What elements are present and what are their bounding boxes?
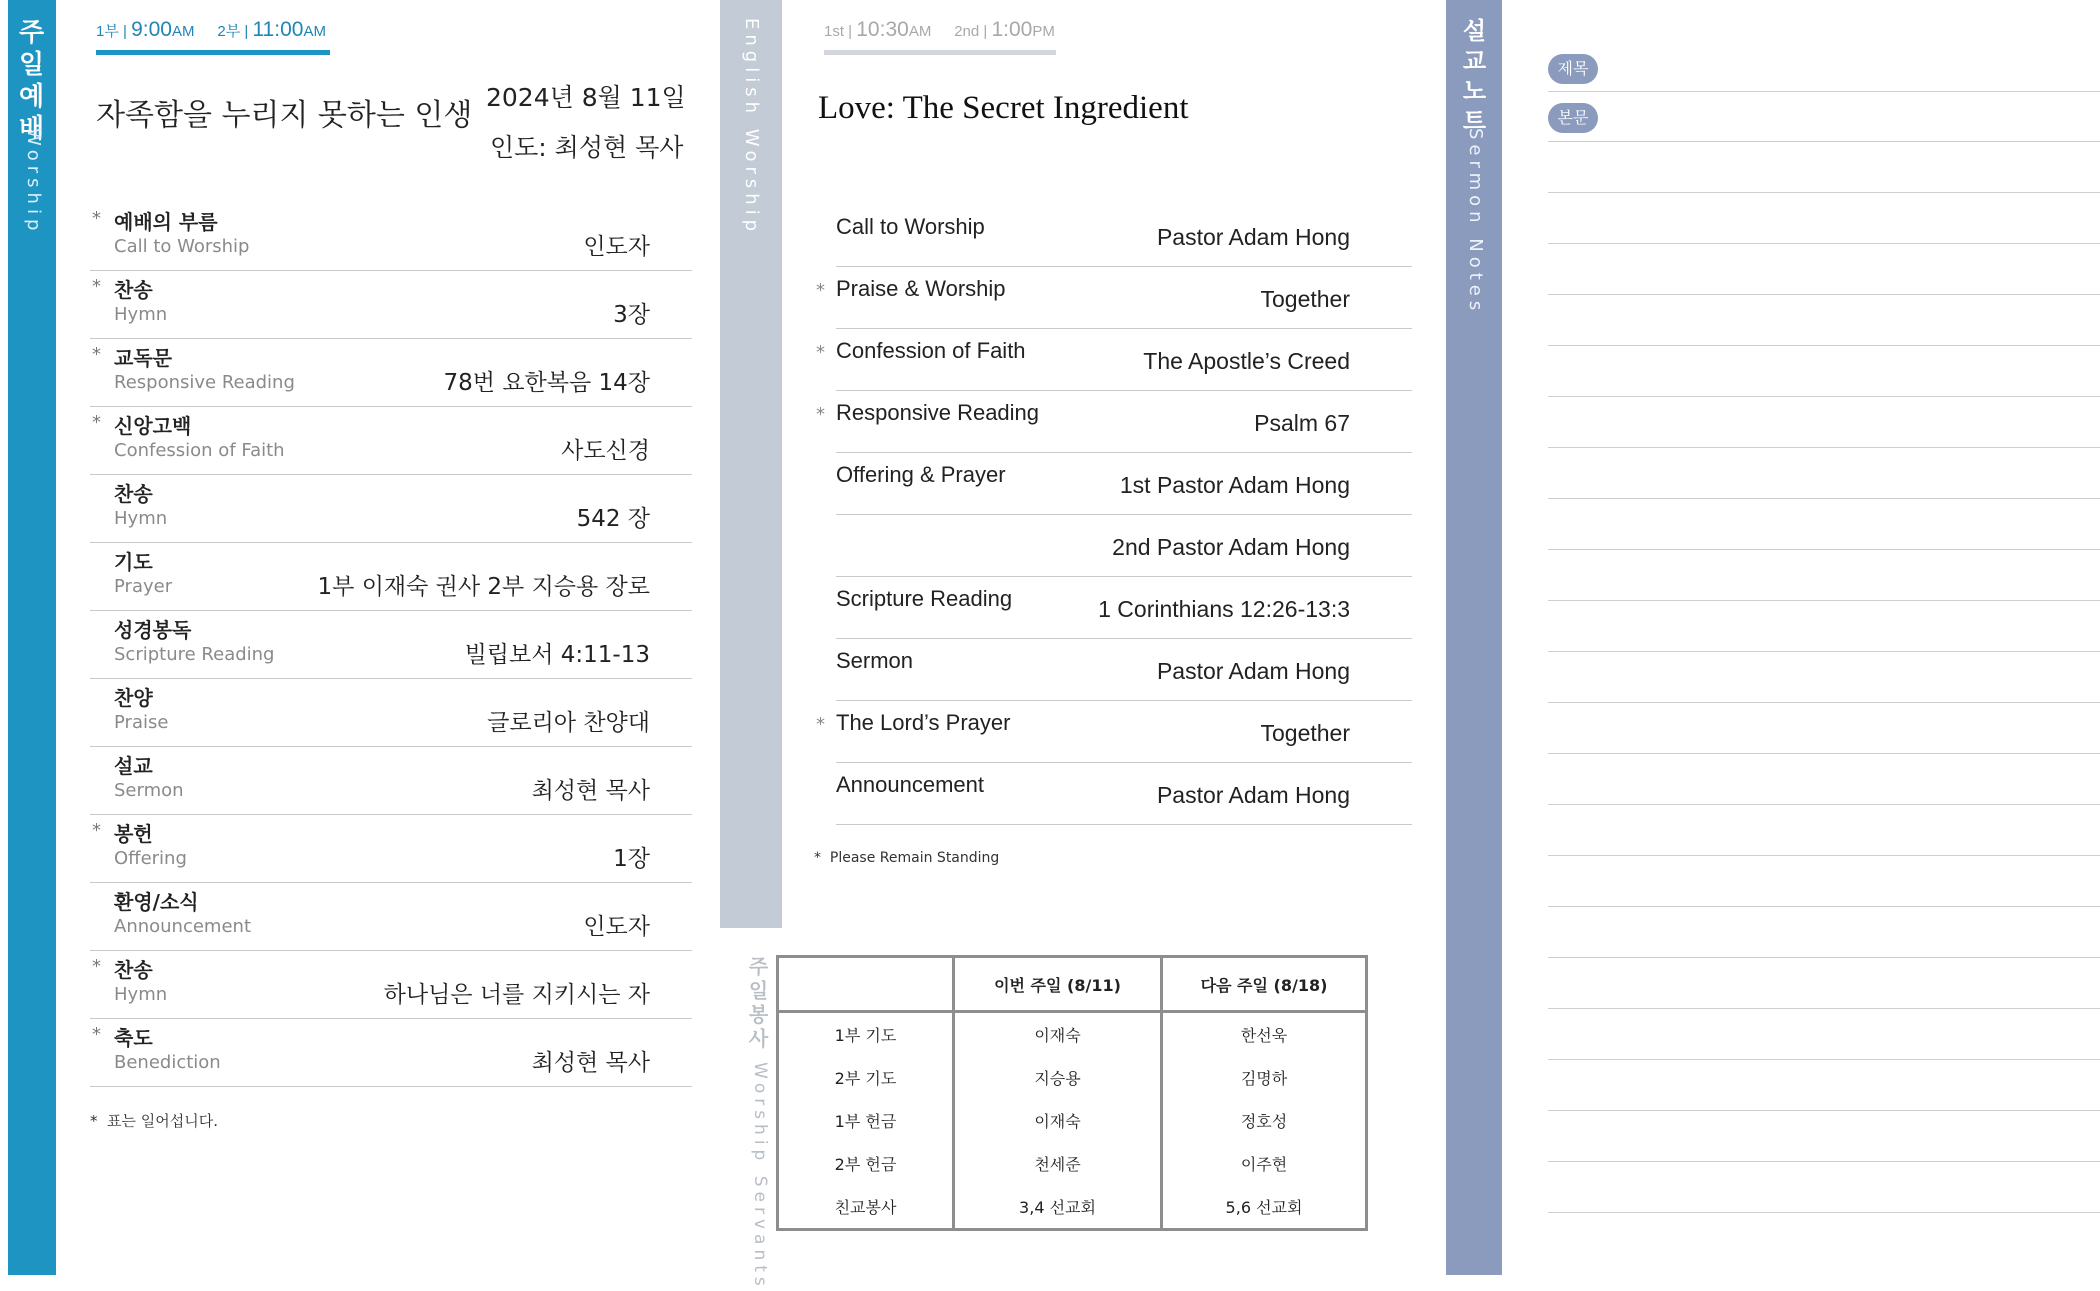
note-line [1548, 498, 2100, 499]
item-en: Prayer [114, 576, 173, 597]
item-value: 최성현 목사 [531, 1050, 650, 1076]
worship-item: * 찬송 Hymn 하나님은 너를 지키시는 자 [90, 950, 692, 1019]
table-row: 1부 헌금 이재숙 정호성 [778, 1099, 1367, 1142]
item-en: Hymn [114, 304, 168, 325]
item-name: Praise & Worship [836, 276, 1006, 301]
service-1-time: 10:30 [856, 18, 909, 41]
english-footnote: * Please Remain Standing [814, 850, 1000, 866]
worship-item [836, 206, 1412, 267]
item-name: The Lord’s Prayer [836, 710, 1011, 735]
korean-sermon-title: 자족함을 누리지 못하는 인생 [96, 98, 473, 133]
note-line [1548, 1059, 2100, 1060]
worship-item: * Confession of Faith The Apostle’s Creed [836, 330, 1412, 391]
notes-title-label: 제목 [1548, 54, 1598, 84]
item-value: 글로리아 찬양대 [487, 710, 650, 736]
item-name: Offering & Prayer [836, 462, 1006, 487]
item-ko: 설교 [114, 754, 153, 778]
service-1-label: 1st [824, 23, 845, 40]
note-line [1548, 702, 2100, 703]
servants-table [776, 955, 1368, 1231]
note-line [1548, 1008, 2100, 1009]
item-value: 최성현 목사 [531, 778, 650, 804]
notes-band-subtitle: Sermon Notes [1465, 128, 1486, 316]
item-value: Together [1260, 286, 1350, 312]
item-value: 인도자 [583, 234, 650, 260]
item-ko: 환영/소식 [114, 890, 199, 914]
worship-item [90, 882, 692, 951]
worship-item [90, 678, 692, 747]
worship-item [90, 610, 692, 679]
item-en: Benediction [114, 1052, 221, 1073]
item-value: Pastor Adam Hong [1156, 658, 1350, 684]
note-line [1548, 855, 2100, 856]
note-line [1548, 192, 2100, 193]
worship-item [836, 640, 1412, 701]
item-value: Psalm 67 [1254, 410, 1350, 436]
item-name: Announcement [836, 772, 984, 797]
item-value: 542 장 [576, 506, 650, 532]
item-en: Scripture Reading [114, 644, 275, 665]
times-underline [96, 50, 330, 55]
note-line [1548, 906, 2100, 907]
worship-item: * 봉헌 Offering 1장 [90, 814, 692, 883]
service-2-label: 2부 [217, 23, 241, 40]
service-2-time: 11:00 [252, 18, 304, 41]
worship-item: * 교독문 Responsive Reading 78번 요한복음 14장 [90, 338, 692, 407]
note-line [1548, 1212, 2100, 1213]
servants-label-ko: 주일봉사 [745, 956, 769, 1052]
english-service-times: 1st | 10:30AM 2nd | 1:00PM [824, 18, 1055, 41]
item-name: Sermon [836, 648, 914, 673]
worship-item: * 예배의 부름 Call to Worship 인도자 [90, 202, 692, 271]
item-ko: 기도 [114, 550, 153, 574]
note-line [1548, 294, 2100, 295]
item-value: 1 Corinthians 12:26-13:3 [1098, 596, 1350, 622]
korean-worship-band [8, 0, 56, 1275]
item-en: Praise [114, 712, 169, 733]
korean-service-times: 1부 | 9:00AM 2부 | 11:00AM [96, 18, 326, 41]
table-row: 친교봉사 3,4 선교회 5,6 선교회 [778, 1185, 1367, 1230]
item-en: Hymn [114, 984, 168, 1005]
item-value: Pastor Adam Hong [1156, 782, 1350, 808]
item-value: 사도신경 [561, 438, 650, 464]
note-line [1548, 141, 2100, 142]
item-value: 빌립보서 4:11-13 [464, 642, 650, 668]
item-value: 인도자 [583, 914, 650, 940]
note-line [1548, 549, 2100, 550]
item-value: 2nd Pastor Adam Hong [1112, 534, 1350, 560]
worship-item: * Praise & Worship Together [836, 268, 1412, 329]
item-ko: 찬송 [114, 482, 153, 506]
item-name: Confession of Faith [836, 338, 1026, 363]
table-row: 2부 기도 지승용 김명하 [778, 1056, 1367, 1099]
item-value: 1st Pastor Adam Hong [1119, 472, 1350, 498]
table-header: 이번 주일 (8/11) [954, 957, 1162, 1012]
korean-band-subtitle: Worship [23, 128, 44, 236]
item-ko: 신앙고백 [114, 414, 192, 438]
note-line [1548, 957, 2100, 958]
worship-item [836, 764, 1412, 825]
item-value: 하나님은 너를 지키시는 자 [383, 982, 650, 1008]
worship-item [90, 746, 692, 815]
worship-item: * 찬송 Hymn 3장 [90, 270, 692, 339]
english-band-title: English Worship [741, 18, 762, 237]
sermon-notes-band [1446, 0, 1502, 1275]
note-line [1548, 753, 2100, 754]
note-line [1548, 1110, 2100, 1111]
item-en: Confession of Faith [114, 440, 285, 461]
item-name: Call to Worship [836, 214, 985, 239]
times-underline [824, 50, 1056, 55]
note-line [1548, 91, 2100, 92]
korean-footnote: * 표는 일어섭니다. [90, 1112, 219, 1130]
note-line [1548, 243, 2100, 244]
table-header [778, 957, 954, 1012]
item-ko: 찬양 [114, 686, 153, 710]
worship-item: * 신앙고백 Confession of Faith 사도신경 [90, 406, 692, 475]
note-line [1548, 396, 2100, 397]
servants-label-en: Worship Servants [750, 1062, 770, 1291]
korean-band-title: 주일예배 [14, 18, 44, 146]
note-line [1548, 345, 2100, 346]
notes-band-title: 설교노트 [1458, 18, 1486, 138]
notes-text-label: 본문 [1548, 103, 1598, 133]
item-en: Responsive Reading [114, 372, 295, 393]
worship-item [836, 454, 1412, 515]
item-value: 1장 [613, 846, 650, 872]
item-en: Hymn [114, 508, 168, 529]
item-en: Offering [114, 848, 187, 869]
item-ko: 성경봉독 [114, 618, 192, 642]
item-ko: 찬송 [114, 958, 153, 982]
item-value: Pastor Adam Hong [1156, 224, 1350, 250]
item-en: Sermon [114, 780, 184, 801]
table-header: 다음 주일 (8/18) [1162, 957, 1367, 1012]
item-ko: 봉헌 [114, 822, 153, 846]
table-row: 1부 기도 이재숙 한선욱 [778, 1012, 1367, 1057]
table-row: 2부 헌금 천세준 이주현 [778, 1142, 1367, 1185]
note-line [1548, 600, 2100, 601]
item-ko: 교독문 [114, 346, 172, 370]
item-name: Responsive Reading [836, 400, 1040, 425]
worship-item [90, 542, 692, 611]
worship-item [836, 516, 1412, 577]
english-worship-band [720, 0, 782, 928]
service-leader: 인도: 최성현 목사 [490, 133, 684, 162]
item-en: Announcement [114, 916, 252, 937]
item-value: 1부 이재숙 권사 2부 지승용 장로 [317, 574, 650, 600]
note-line [1548, 804, 2100, 805]
service-1-label: 1부 [96, 23, 119, 40]
item-name: Scripture Reading [836, 586, 1013, 611]
table-header-row [778, 957, 1367, 1012]
worship-item: * 축도 Benediction 최성현 목사 [90, 1018, 692, 1087]
worship-item: * The Lord’s Prayer Together [836, 702, 1412, 763]
note-line [1548, 1161, 2100, 1162]
note-line [1548, 651, 2100, 652]
english-sermon-title: Love: The Secret Ingredient [818, 90, 1189, 126]
service-2-label: 2nd [954, 23, 980, 40]
item-ko: 축도 [114, 1026, 153, 1050]
item-value: 3장 [613, 302, 650, 328]
note-line [1548, 447, 2100, 448]
worship-item [836, 578, 1412, 639]
item-ko: 예배의 부름 [114, 210, 218, 234]
worship-item [90, 474, 692, 543]
item-value: The Apostle’s Creed [1143, 348, 1350, 374]
worship-item: * Responsive Reading Psalm 67 [836, 392, 1412, 453]
item-value: Together [1260, 720, 1350, 746]
service-date: 2024년 8월 11일 [486, 83, 686, 112]
item-en: Call to Worship [114, 236, 250, 257]
item-ko: 찬송 [114, 278, 153, 302]
item-value: 78번 요한복음 14장 [443, 370, 650, 396]
service-1-time: 9:00 [131, 18, 172, 41]
service-2-time: 1:00 [991, 18, 1033, 41]
